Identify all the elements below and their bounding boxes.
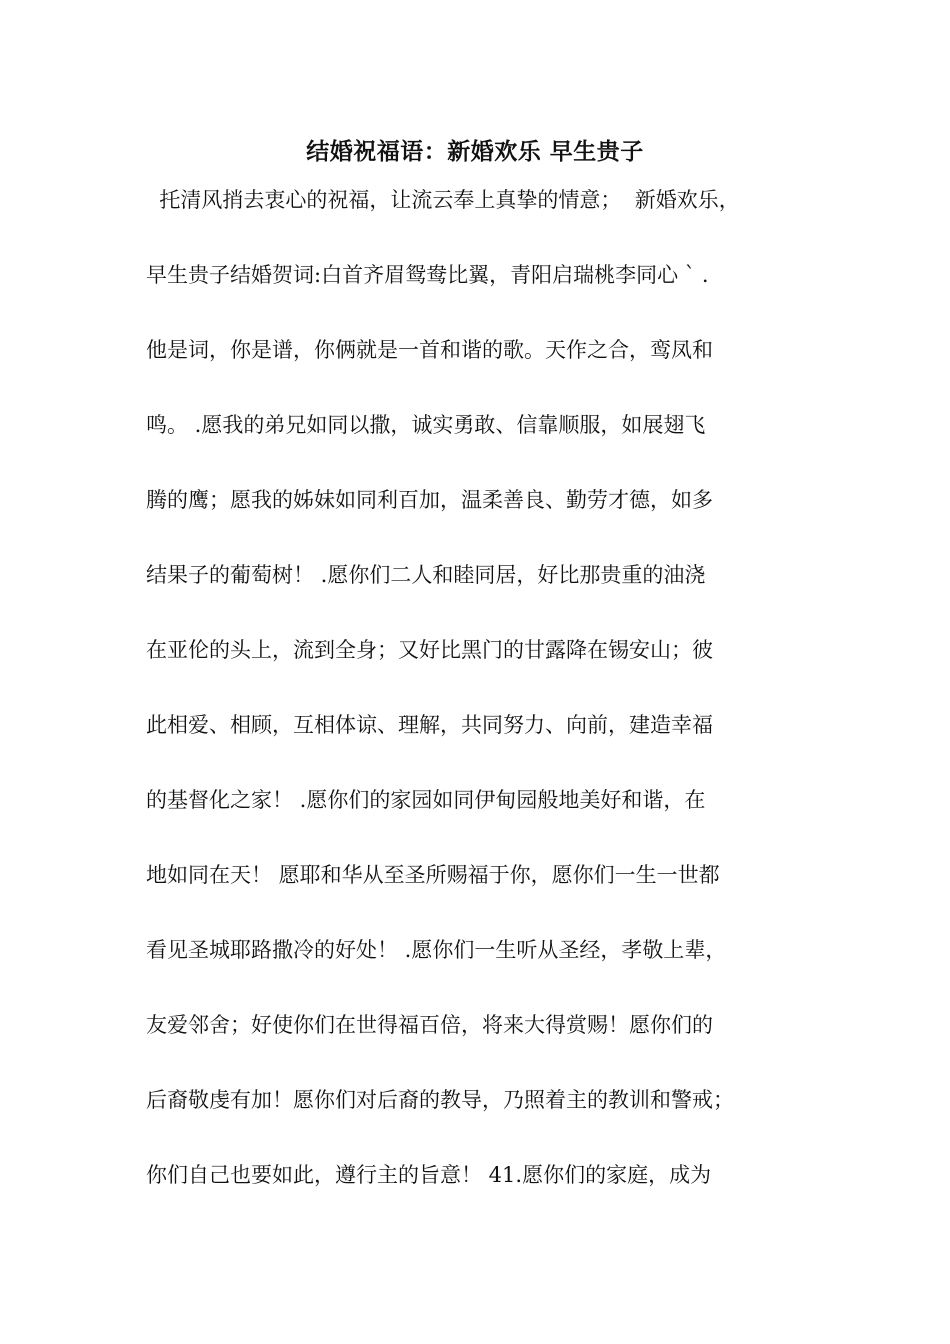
body-line: 看见圣城耶路撒冷的好处！ .愿你们一生听从圣经，孝敬上辈，: [146, 938, 727, 962]
body-line: 鸣。 .愿我的弟兄如同以撒，诚实勇敢、信靠顺服，如展翅飞: [146, 413, 706, 437]
body-line: 腾的鹰；愿我的姊妹如同利百加，温柔善良、勤劳才德，如多: [146, 488, 713, 512]
body-line: 后裔敬虔有加！愿你们对后裔的教导，乃照着主的教训和警戒；: [146, 1088, 734, 1112]
body-line: 友爱邻舍；好使你们在世得福百倍，将来大得赏赐！愿你们的: [146, 1013, 713, 1037]
body-line: 此相爱、相顾，互相体谅、理解，共同努力、向前，建造幸福: [146, 713, 713, 737]
document-title: 结婚祝福语：新婚欢乐 早生贵子: [306, 139, 644, 165]
body-line: 你们自己也要如此，遵行主的旨意！ 41.愿你们的家庭，成为: [146, 1163, 712, 1187]
document-body: [146, 183, 836, 1233]
body-line: 早生贵子结婚贺词:白首齐眉鸳鸯比翼，青阳启瑞桃李同心 ` .: [146, 263, 709, 287]
body-line: 他是词，你是谱，你俩就是一首和谐的歌。天作之合，鸾凤和: [146, 338, 713, 362]
body-line: 托清风捎去衷心的祝福，让流云奉上真挚的情意； 新婚欢乐，: [146, 188, 740, 212]
body-line: 在亚伦的头上，流到全身；又好比黑门的甘露降在锡安山；彼: [146, 638, 713, 662]
body-line: 地如同在天！ 愿耶和华从至圣所赐福于你，愿你们一生一世都: [146, 863, 720, 887]
body-line: 结果子的葡萄树！ .愿你们二人和睦同居，好比那贵重的油浇: [146, 563, 706, 587]
body-line: 的基督化之家！ .愿你们的家园如同伊甸园般地美好和谐，在: [146, 788, 706, 812]
